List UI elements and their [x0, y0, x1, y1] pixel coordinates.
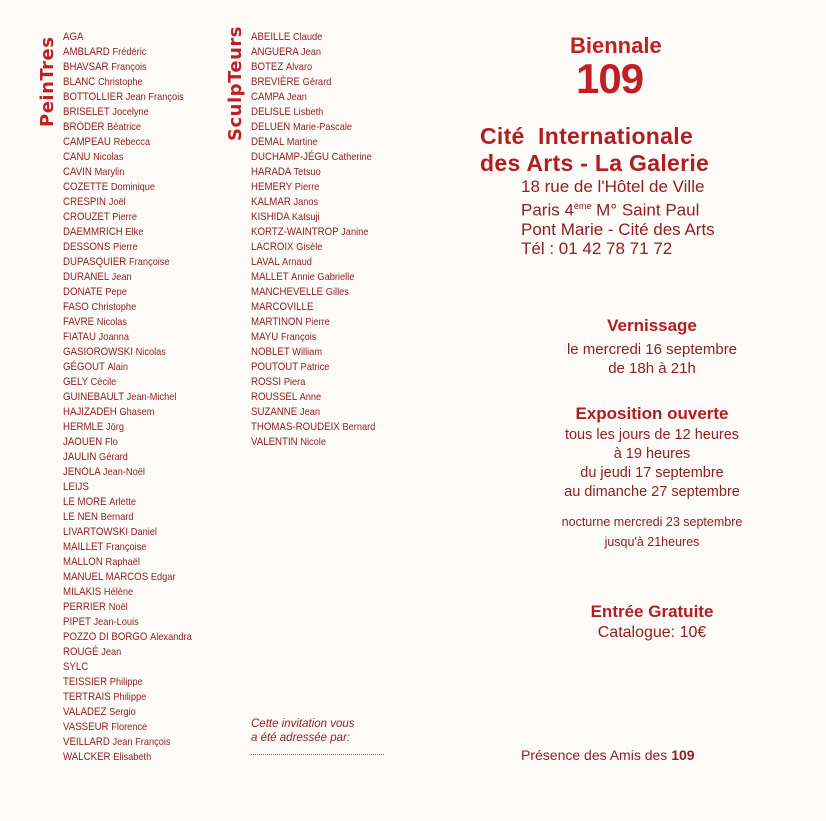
painter-entry [63, 30, 192, 45]
address-line-3: Pont Marie - Cité des Arts [521, 219, 715, 239]
first-name: Catherine [331, 151, 372, 163]
painter-entry [63, 165, 192, 180]
painter-entry [63, 390, 192, 405]
last-name: GELY [63, 376, 88, 388]
sculptor-entry [251, 375, 375, 390]
last-name: BOTEZ [251, 61, 284, 73]
sculptor-entry [251, 270, 375, 285]
last-name: COZETTE [63, 181, 109, 193]
first-name: Philippe [113, 691, 147, 703]
sculptor-entry [251, 165, 375, 180]
painter-entry [63, 180, 192, 195]
painter-entry [63, 750, 192, 765]
invitation-line-2: a été adressée par: [251, 732, 351, 744]
painter-entry [63, 600, 192, 615]
first-name: Tetsuo [293, 166, 321, 178]
sender-dotted-line [251, 750, 384, 755]
first-name: Nicolas [135, 346, 166, 358]
last-name: LIVARTOWSKI [63, 526, 129, 538]
last-name: VALENTIN [251, 436, 298, 448]
last-name: DUPASQUIER [63, 256, 127, 268]
last-name: LE MORE [63, 496, 107, 508]
first-name: William [292, 346, 323, 358]
address-city: Paris 4 [521, 200, 574, 220]
painter-entry [63, 270, 192, 285]
exhibition-title: Exposition ouverte [575, 404, 729, 423]
first-name: Cécile [90, 376, 117, 388]
last-name: POUTOUT [251, 361, 298, 373]
last-name: CROUZET [63, 211, 110, 223]
painters-heading: PeinTres [37, 36, 58, 127]
painter-entry [63, 690, 192, 705]
vernissage-title: Vernissage [607, 316, 697, 335]
last-name: BOTTOLLIER [63, 91, 124, 103]
first-name: Pierre [112, 211, 137, 223]
last-name: MANCHEVELLE [251, 286, 324, 298]
first-name: Patrice [300, 361, 330, 373]
sculptor-entry [251, 390, 375, 405]
invitation-note [251, 717, 355, 745]
first-name: Nicolas [96, 316, 128, 328]
sculptor-entry [251, 105, 375, 120]
last-name: DESSONS [63, 241, 111, 253]
last-name: GÉGOUT [63, 361, 105, 373]
first-name: Bernard [100, 511, 134, 523]
last-name: MARTINON [251, 316, 303, 328]
painter-entry [63, 120, 192, 135]
venue-line-2: des Arts - La Galerie [480, 150, 710, 176]
painter-entry [63, 630, 192, 645]
sculptor-entry [251, 90, 375, 105]
painter-entry [63, 495, 192, 510]
last-name: MARCOVILLE [251, 301, 314, 313]
painter-entry [63, 60, 192, 75]
first-name: Gilles [325, 286, 349, 298]
last-name: JAULIN [63, 451, 97, 463]
sculptors-list [251, 30, 392, 450]
first-name: Joël [108, 196, 126, 208]
sculptor-entry [251, 210, 375, 225]
last-name: DELISLE [251, 106, 291, 118]
painter-entry [63, 540, 192, 555]
painter-entry [63, 645, 192, 660]
sculptor-entry [251, 255, 375, 270]
last-name: ROUGÉ [63, 646, 99, 658]
last-name: DONATE [63, 286, 103, 298]
first-name: Jean François [112, 736, 171, 748]
first-name: Nicole [300, 436, 327, 448]
sculptor-entry [251, 45, 375, 60]
sculptor-entry [251, 225, 375, 240]
first-name: Frédéric [112, 46, 147, 58]
address-line-1: 18 rue de l'Hôtel de Ville [521, 177, 705, 196]
painter-entry [63, 75, 192, 90]
first-name: Noël [108, 601, 128, 613]
painter-entry [63, 420, 192, 435]
last-name: CANU [63, 151, 91, 163]
first-name: Jocelyne [112, 106, 149, 118]
painter-entry [63, 105, 192, 120]
last-name: DEMAL [251, 136, 284, 148]
sculptor-entry [251, 420, 375, 435]
vernissage-date: le mercredi 16 septembre [566, 341, 738, 358]
venue-name [480, 123, 709, 177]
first-name: Marylin [94, 166, 125, 178]
first-name: Pierre [294, 181, 320, 193]
painter-entry [63, 675, 192, 690]
sculptor-entry [251, 195, 375, 210]
painter-entry [63, 525, 192, 540]
first-name: Bernard [342, 421, 376, 433]
sculptor-entry [251, 330, 375, 345]
painter-entry [63, 405, 192, 420]
last-name: JAOUEN [63, 436, 103, 448]
first-name: Ghasem [119, 406, 155, 418]
last-name: NOBLET [251, 346, 290, 358]
painter-entry [63, 45, 192, 60]
catalogue-price: Catalogue: 10€ [597, 624, 707, 641]
first-name: Pepe [105, 286, 127, 298]
last-name: SUZANNE [251, 406, 298, 418]
first-name: Janos [293, 196, 319, 208]
painter-entry [63, 90, 192, 105]
address-arrondissement-sup: ème [573, 200, 592, 211]
painter-entry [63, 315, 192, 330]
last-name: DAEMMRICH [63, 226, 123, 238]
first-name: Janine [341, 226, 369, 238]
biennale-label: Biennale [570, 33, 662, 58]
last-name: DUCHAMP-JÉGU [251, 151, 329, 163]
exhibition-end: au dimanche 27 septembre [564, 484, 740, 500]
first-name: Jean [101, 646, 122, 658]
last-name: ROSSI [251, 376, 282, 388]
first-name: Jörg [106, 421, 125, 433]
first-name: Jean [301, 46, 322, 58]
painter-entry [63, 585, 192, 600]
last-name: HAJIZADEH [63, 406, 117, 418]
first-name: Claude [292, 31, 323, 43]
sculptor-entry [251, 300, 375, 315]
last-name: HARADA [251, 166, 291, 178]
first-name: Nicolas [93, 151, 124, 163]
last-name: CAVIN [63, 166, 92, 178]
last-name: ROUSSEL [251, 391, 297, 403]
sculptor-entry [251, 135, 375, 150]
last-name: MALLET [251, 271, 289, 283]
last-name: FIATAU [63, 331, 96, 343]
first-name: Jean-Michel [126, 391, 177, 403]
first-name: Pierre [113, 241, 138, 253]
first-name: Gérard [99, 451, 128, 463]
presence-number: 109 [671, 747, 695, 763]
last-name: KISHIDA [251, 211, 290, 223]
last-name: BLANC [63, 76, 96, 88]
last-name: THOMAS-ROUDEIX [251, 421, 340, 433]
first-name: Hélène [103, 586, 134, 598]
first-name: Françoise [105, 541, 147, 553]
last-name: AMBLARD [63, 46, 110, 58]
painter-entry [63, 720, 192, 735]
first-name: Christophe [91, 301, 137, 313]
last-name: LACROIX [251, 241, 294, 253]
painter-entry [63, 195, 192, 210]
vernissage-time: de 18h à 21h [608, 360, 696, 377]
address-line-2 [521, 197, 715, 220]
first-name: François [280, 331, 317, 343]
first-name: Flo [104, 436, 118, 448]
first-name: Jean [286, 91, 307, 103]
last-name: HEMERY [251, 181, 293, 193]
painter-entry [63, 135, 192, 150]
first-name: Elke [125, 226, 144, 238]
last-name: GASIOROWSKI [63, 346, 133, 358]
first-name: Gérard [302, 76, 332, 88]
last-name: KORTZ-WAINTROP [251, 226, 339, 238]
first-name: Lisbeth [293, 106, 324, 118]
first-name: Pierre [305, 316, 330, 328]
painter-entry [63, 705, 192, 720]
sculptor-entry [251, 120, 375, 135]
first-name: Alexandra [150, 631, 192, 643]
painter-entry [63, 210, 192, 225]
painter-entry [63, 465, 192, 480]
last-name: JENOLA [63, 466, 101, 478]
last-name: HERMLE [63, 421, 104, 433]
last-name: BRISELET [63, 106, 110, 118]
first-name: Martine [286, 136, 318, 148]
last-name: TEISSIER [63, 676, 108, 688]
painter-entry [63, 300, 192, 315]
presence-note [521, 747, 695, 763]
sculptor-entry [251, 405, 375, 420]
last-name: DURANEL [63, 271, 109, 283]
first-name: Christophe [97, 76, 143, 88]
painter-entry [63, 150, 192, 165]
sculptor-entry [251, 180, 375, 195]
sculptors-heading: SculpTeurs [225, 25, 246, 141]
last-name: POZZO DI BORGO [63, 631, 148, 643]
last-name: BRÖDER [63, 121, 105, 133]
first-name: François [111, 61, 147, 73]
nocturne-date: nocturne mercredi 23 septembre [561, 515, 743, 529]
last-name: LE NEN [63, 511, 98, 523]
first-name: Florence [111, 721, 148, 733]
first-name: Elisabeth [113, 751, 152, 763]
painter-entry [63, 240, 192, 255]
last-name: PERRIER [63, 601, 107, 613]
last-name: VALADEZ [63, 706, 107, 718]
address-metro: M° Saint Paul [591, 200, 700, 220]
sculptor-entry [251, 30, 375, 45]
last-name: BREVIÈRE [251, 76, 300, 88]
painter-entry [63, 285, 192, 300]
first-name: Françoise [128, 256, 170, 268]
last-name: CAMPEAU [63, 136, 111, 148]
last-name: MALLON [63, 556, 103, 568]
sculptor-entry [251, 240, 375, 255]
last-name: CAMPA [251, 91, 285, 103]
first-name: Daniel [130, 526, 157, 538]
painter-entry [63, 360, 192, 375]
first-name: Piera [283, 376, 306, 388]
sculptor-entry [251, 345, 375, 360]
presence-text: Présence des Amis des [521, 747, 672, 763]
exhibition-hours-2: à 19 heures [613, 446, 691, 462]
first-name: Alvaro [285, 61, 313, 73]
sculptor-entry [251, 315, 375, 330]
venue-address [521, 177, 715, 259]
last-name: MANUEL MARCOS [63, 571, 149, 583]
phone-number: Tél : 01 42 78 71 72 [521, 239, 673, 259]
painter-entry [63, 255, 192, 270]
last-name: KALMAR [251, 196, 291, 208]
first-name: Arlette [109, 496, 136, 508]
first-name: Jean-Louis [93, 616, 139, 628]
last-name: SYLC [63, 661, 89, 673]
last-name: DELUEN [251, 121, 291, 133]
biennale-number: 109 [576, 55, 644, 102]
first-name: Sergio [109, 706, 136, 718]
sculptor-entry [251, 75, 375, 90]
painter-entry [63, 345, 192, 360]
first-name: Annie Gabrielle [291, 271, 355, 283]
last-name: LEIJS [63, 481, 89, 493]
painter-entry [63, 660, 192, 675]
last-name: FASO [63, 301, 89, 313]
first-name: Jean-Noël [102, 466, 145, 478]
first-name: Béatrice [107, 121, 142, 133]
first-name: Jean [299, 406, 320, 418]
painter-entry [63, 225, 192, 240]
painter-entry [63, 330, 192, 345]
last-name: CRESPIN [63, 196, 107, 208]
painter-entry [63, 450, 192, 465]
last-name: ANGUERA [251, 46, 299, 58]
last-name: PIPET [63, 616, 91, 628]
first-name: Raphaël [105, 556, 140, 568]
last-name: VASSEUR [63, 721, 109, 733]
last-name: VEILLARD [63, 736, 110, 748]
first-name: Marie-Pascale [292, 121, 353, 133]
last-name: BHAVSAR [63, 61, 109, 73]
first-name: Jean [111, 271, 132, 283]
nocturne-time: jusqu'à 21heures [604, 535, 700, 549]
last-name: TERTRAIS [63, 691, 111, 703]
painters-list [63, 30, 209, 765]
first-name: Jean François [125, 91, 184, 103]
first-name: Dominique [110, 181, 156, 193]
painter-entry [63, 435, 192, 450]
first-name: Philippe [109, 676, 143, 688]
last-name: ABEILLE [251, 31, 291, 43]
painter-entry [63, 570, 192, 585]
first-name: Gisèle [296, 241, 323, 253]
painter-entry [63, 510, 192, 525]
first-name: Edgar [150, 571, 176, 583]
sculptor-entry [251, 285, 375, 300]
last-name: AGA [63, 31, 84, 43]
sculptor-entry [251, 435, 375, 450]
free-entry: Entrée Gratuite [590, 602, 714, 621]
venue-line-1: Cité Internationale [480, 123, 694, 149]
last-name: WALCKER [63, 751, 111, 763]
sculptor-entry [251, 360, 375, 375]
painter-entry [63, 735, 192, 750]
first-name: Anne [299, 391, 322, 403]
exhibition-hours-1: tous les jours de 12 heures [564, 427, 740, 443]
first-name: Katsuji [291, 211, 320, 223]
first-name: Arnaud [282, 256, 312, 268]
invitation-line-1: Cette invitation vous [251, 718, 355, 730]
sculptor-entry [251, 60, 375, 75]
last-name: FAVRE [63, 316, 95, 328]
painter-entry [63, 555, 192, 570]
painter-entry [63, 480, 192, 495]
last-name: MILAKIS [63, 586, 102, 598]
exhibition-start: du jeudi 17 septembre [580, 465, 724, 481]
last-name: MAYU [251, 331, 279, 343]
first-name: Joanna [98, 331, 129, 343]
last-name: GUINEBAULT [63, 391, 124, 403]
painter-entry [63, 375, 192, 390]
first-name: Alain [107, 361, 129, 373]
painter-entry [63, 615, 192, 630]
sculptor-entry [251, 150, 375, 165]
first-name: Rebecca [113, 136, 151, 148]
last-name: LAVAL [251, 256, 280, 268]
last-name: MAILLET [63, 541, 104, 553]
